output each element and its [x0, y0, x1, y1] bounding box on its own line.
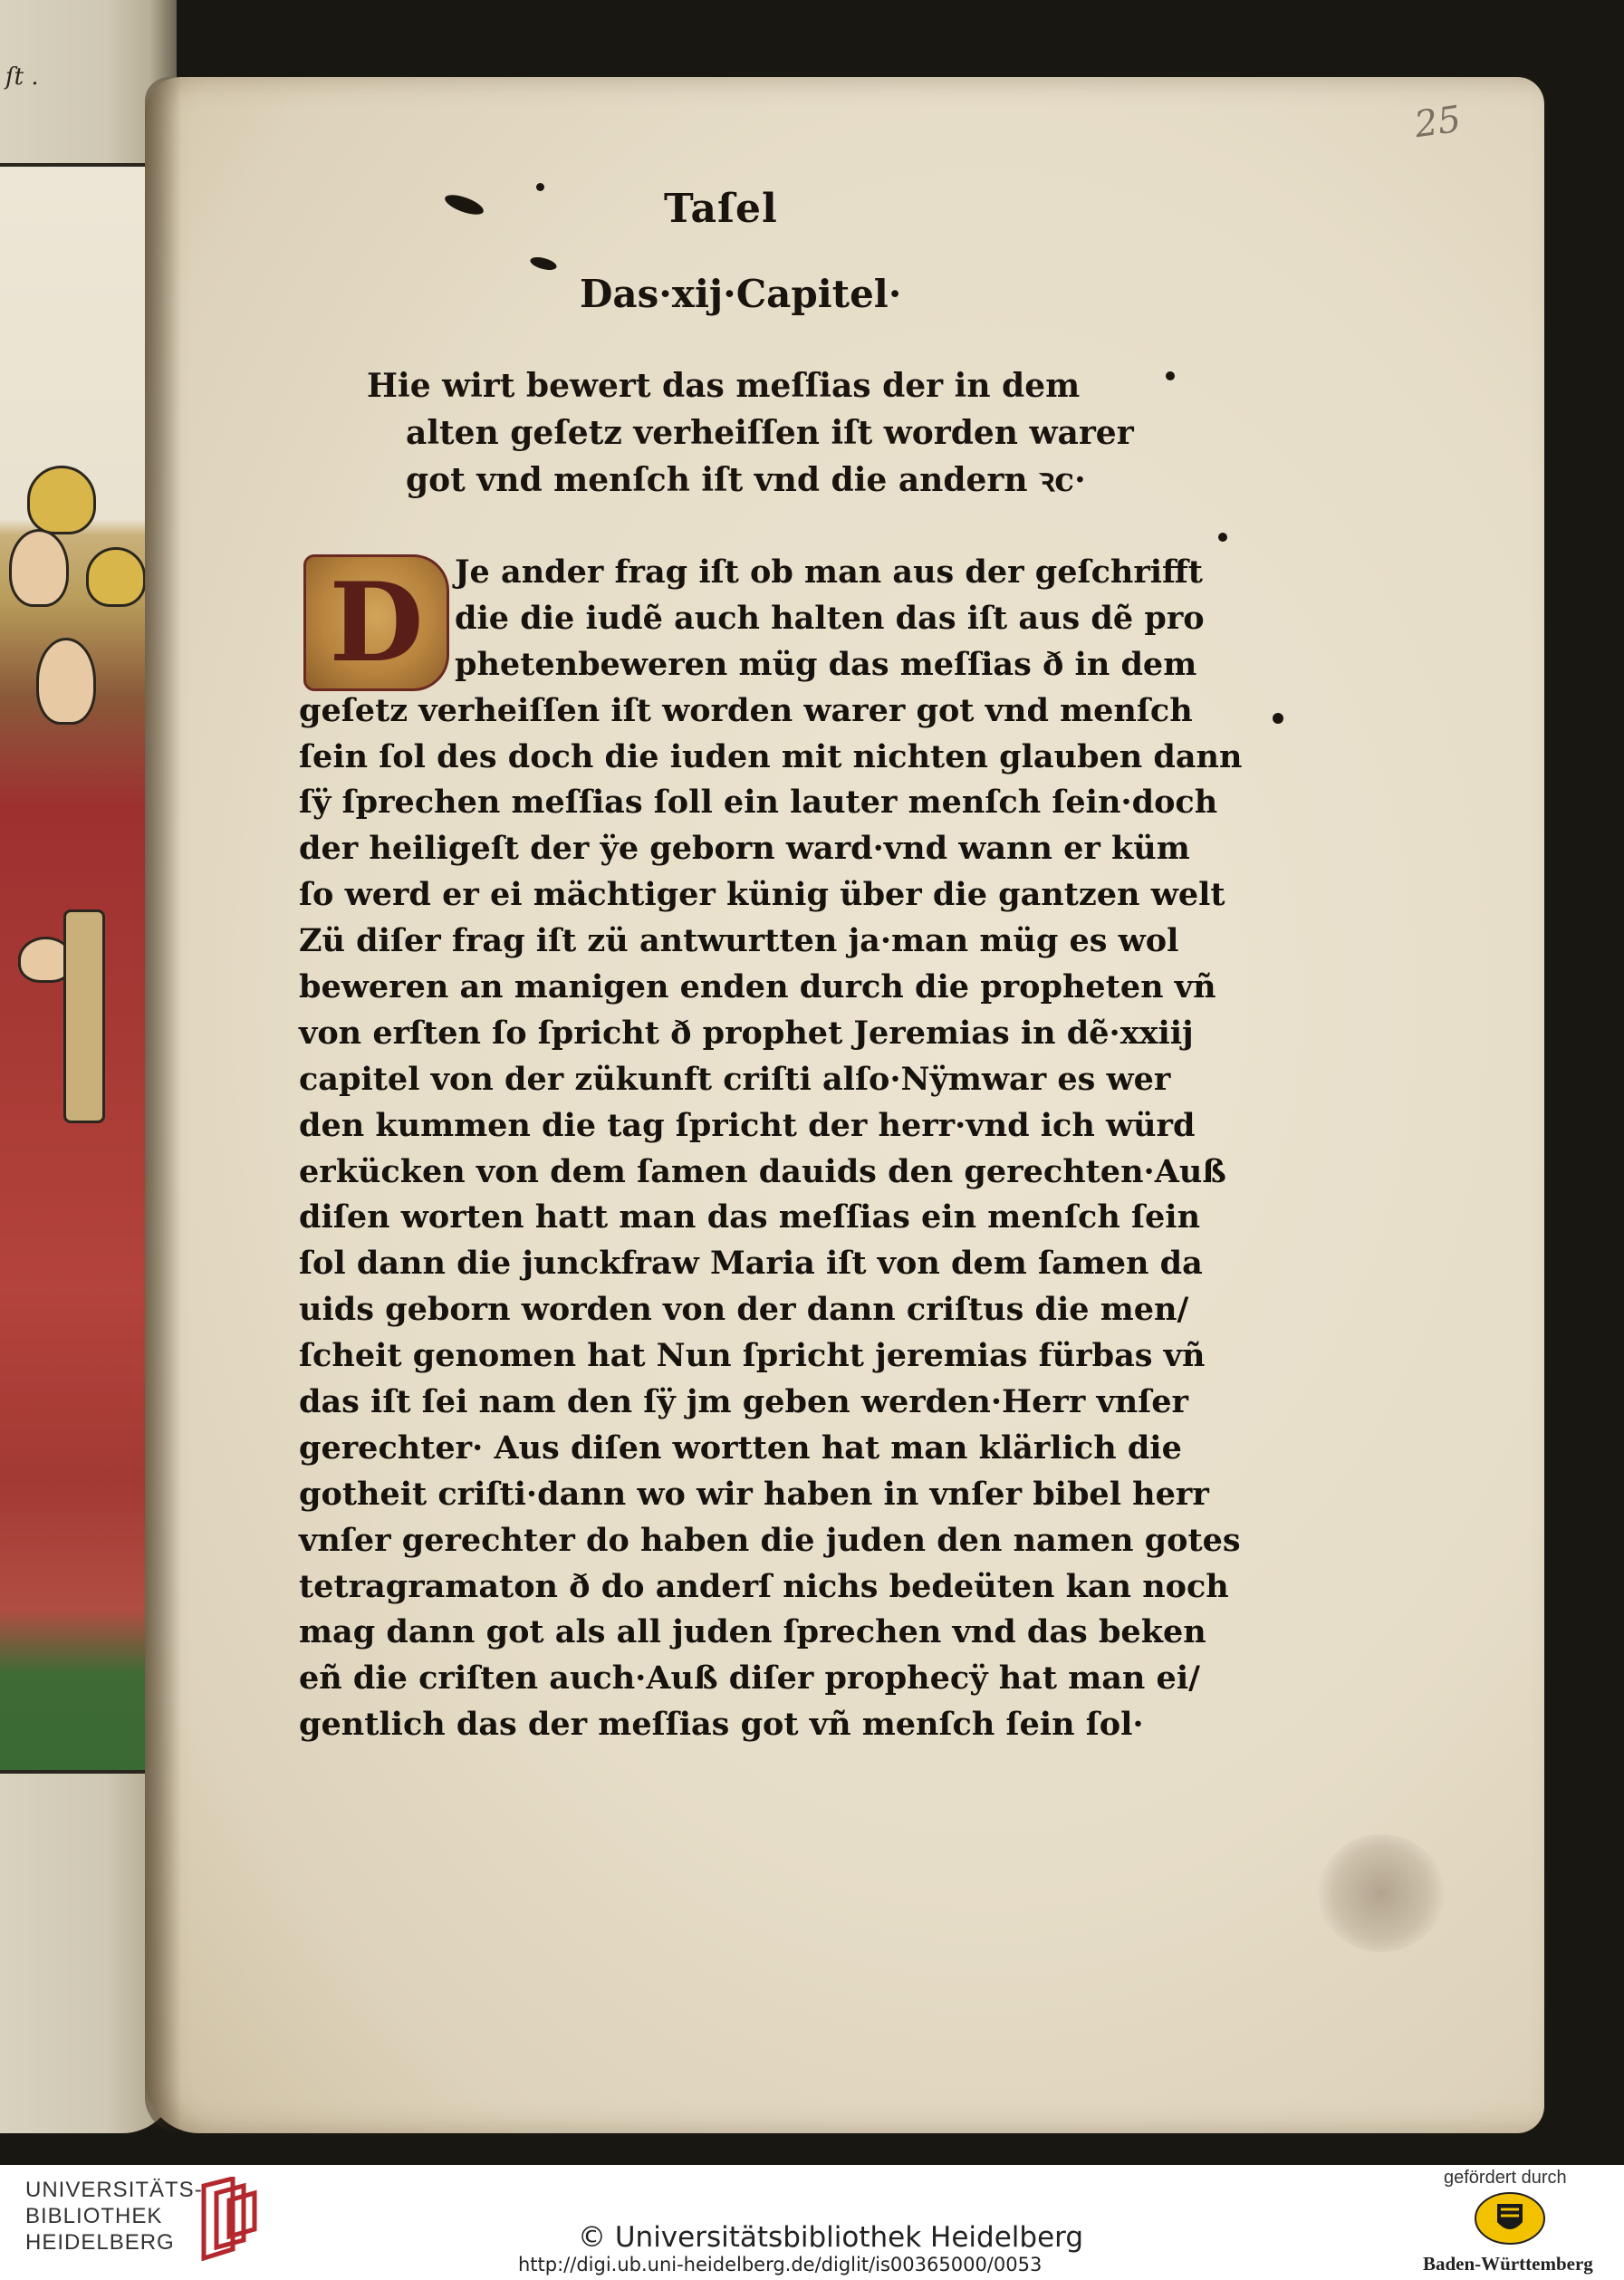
- body-line: gotheit criſti·dann wo wir haben in vnſer bibel herr: [299, 1475, 1209, 1513]
- decorated-initial: D: [303, 554, 449, 691]
- body-line: ſein ſol des doch die iuden mit nichten glauben dann: [299, 737, 1243, 775]
- library-name-line: BIBLIOTHEK: [25, 2204, 163, 2228]
- body-line: ſo werd er ei mächtiger künig über die gantzen welt: [299, 876, 1225, 914]
- funder-name: Baden-Württemberg: [1423, 2253, 1593, 2275]
- state-coat-of-arms-icon: [1474, 2191, 1546, 2246]
- woodcut-figure-hat: [86, 547, 146, 607]
- body-line: capitel von der zükunft criſti alſo·Nÿmwar es wer: [299, 1060, 1171, 1098]
- woodcut-figure-head: [36, 638, 96, 725]
- body-line: beweren an manigen enden durch die propheten vñ: [299, 968, 1216, 1006]
- woodcut-figure-head: [9, 529, 69, 607]
- body-line: gerechter· Aus diſen wortten hat man klärlich die: [299, 1429, 1182, 1467]
- permalink-url[interactable]: http://digi.ub.uni-heidelberg.de/diglit/is00365000/0053: [518, 2254, 1043, 2275]
- woodcut-illustration: [0, 163, 156, 1774]
- body-line: uids geborn worden von der dann criſtus die men/: [299, 1291, 1189, 1329]
- ink-mark: [1273, 713, 1283, 724]
- body-line: mag dann got als all juden ſprechen vnd das beken: [299, 1613, 1206, 1651]
- body-line: eñ die criſten auch·Auß diſer prophecÿ hat man ei/: [299, 1659, 1200, 1698]
- ink-mark: [1166, 371, 1175, 380]
- chapter-summary: [367, 362, 1146, 504]
- body-line: der heiligeſt der ÿe geborn ward·vnd wann er küm: [299, 830, 1190, 868]
- woodcut-figure-hat: [27, 466, 96, 534]
- folio-number: 25: [1412, 98, 1464, 147]
- body-line: Je ander frag iſt ob man aus der geſchrifft: [455, 553, 1203, 591]
- ink-mark: [536, 183, 544, 191]
- chapter-title: Das·xij·Capitel·: [580, 272, 902, 316]
- body-line: tetragramaton ð do anderſ nichs bedeüten kan noch: [299, 1567, 1229, 1605]
- body-line: Zü diſer frag iſt zü antwurtten ja·man müg es wol: [299, 922, 1179, 960]
- gutter-shadow: [145, 77, 181, 2133]
- body-line: erkücken von dem ſamen dauids den gerechten·Auß: [299, 1152, 1226, 1190]
- body-line: von erſten ſo ſpricht ð prophet Jeremias in dẽ·xxiij: [299, 1014, 1194, 1052]
- body-line: vnſer gerechter do haben die juden den namen gotes: [299, 1521, 1241, 1559]
- ink-mark: [1218, 533, 1227, 542]
- body-line: ſol dann die junckfraw Maria iſt von dem ſamen da: [299, 1245, 1203, 1283]
- body-text: [299, 550, 1243, 1748]
- body-line: den kummen die tag ſpricht der herr·vnd ich würd: [299, 1106, 1196, 1144]
- summary-line: Hie wirt bewert das meſſias der in dem: [367, 367, 1081, 405]
- body-line: ſcheit genomen hat Nun ſpricht jeremias fürbas vñ: [299, 1337, 1206, 1375]
- copyright-notice: © Universitätsbibliothek Heidelberg: [578, 2221, 1084, 2254]
- body-line: gentlich das der meſſias got vñ menſch ſein ſol·: [299, 1706, 1144, 1744]
- left-page-text-fragment: ſt .: [5, 63, 39, 91]
- library-name-line: HEIDELBERG: [25, 2230, 175, 2255]
- body-line: das iſt ſei nam den ſÿ jm geben werden·Herr vnſer: [299, 1383, 1188, 1421]
- body-line: phetenbeweren müg das meſſias ð in dem: [455, 645, 1197, 683]
- woodcut-figure-scroll: [63, 909, 105, 1123]
- body-line: die die iudẽ auch halten das iſt aus dẽ pro: [455, 599, 1205, 637]
- body-line: geſetz verheiſſen iſt worden warer got vnd menſch: [299, 691, 1193, 729]
- library-name-line: UNIVERSITÄTS-: [25, 2178, 203, 2202]
- body-line: ſÿ ſprechen meſſias ſoll ein lauter menſch ſein·doch: [299, 784, 1218, 822]
- page-header: Taſel: [664, 186, 778, 232]
- paper-stain: [1318, 1834, 1445, 1952]
- library-logo-icon: [197, 2177, 260, 2263]
- body-line: diſen worten hatt man das meſſias ein menſch ſein: [299, 1198, 1201, 1236]
- funded-by-label: gefördert durch: [1444, 2168, 1567, 2188]
- summary-line: alten geſetz verheiſſen iſt worden warer: [406, 414, 1134, 452]
- summary-line: got vnd menſch iſt vnd die andern ꝛc·: [406, 461, 1086, 499]
- library-logo-text: [25, 2177, 203, 2256]
